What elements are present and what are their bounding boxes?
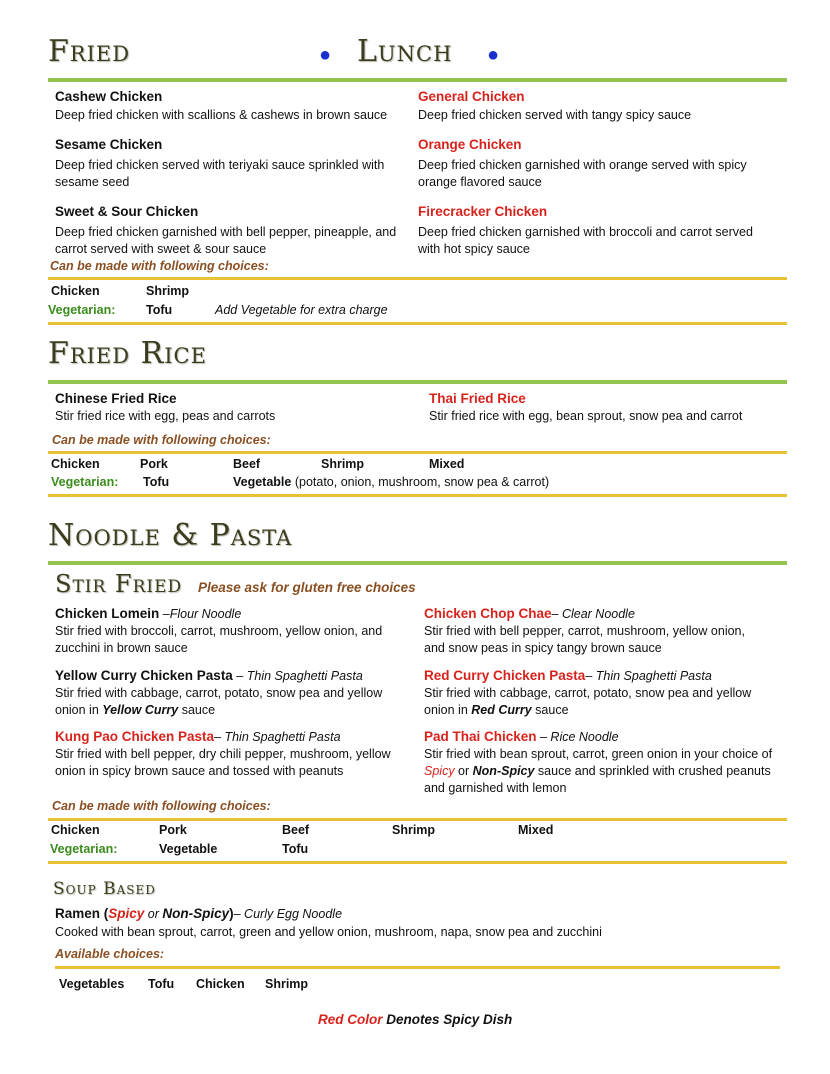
non-spicy-option: Non-Spicy (472, 764, 535, 778)
menu-item-name (55, 906, 342, 921)
menu-item-desc: Stir fried with bell pepper, dry chili pepper, mushroom, yellow onion in spicy brown sauce and tossed with peanuts (55, 747, 391, 778)
menu-item-desc: Cooked with bean sprout, carrot, green and yellow onion, mushroom, napa, snow pea and zucchini (55, 925, 602, 939)
choice-option: Tofu (146, 303, 173, 317)
menu-item-desc: Stir fried with bell pepper, carrot, mushroom, yellow onion, and snow peas in spicy tangy brown sauce (424, 624, 745, 655)
choice-option: Shrimp (265, 977, 309, 991)
section-title-lunch: Lunch (357, 34, 453, 69)
menu-item-name (424, 606, 635, 621)
desc-text: sauce (178, 703, 216, 717)
gluten-free-note: Please ask for gluten free choices (198, 580, 416, 595)
noodle-type: – Clear Noodle (551, 607, 635, 621)
item-name-text: Chicken Chop Chae (424, 606, 552, 621)
menu-item-desc: Deep fried chicken garnished with orange served with spicy orange flavored sauce (418, 158, 747, 189)
non-spicy-option: Non-Spicy (162, 906, 230, 921)
spicy-legend-text: Denotes Spicy Dish (382, 1012, 513, 1027)
noodle-type: – Thin Spaghetti Pasta (585, 669, 712, 683)
vegetarian-label: Vegetarian: (50, 842, 118, 856)
subsection-title-stir-fried: Stir Fried (55, 570, 183, 598)
divider-gold (48, 451, 787, 454)
subsection-title-soup-based: Soup Based (53, 879, 156, 899)
choice-option: Vegetables (59, 977, 125, 991)
divider-gold (55, 966, 780, 969)
paren: ) (229, 906, 234, 921)
choice-option: Chicken (51, 823, 100, 837)
choice-option: Chicken (51, 284, 100, 298)
menu-item-name (55, 606, 241, 621)
menu-item-name: Thai Fried Rice (429, 391, 526, 406)
menu-item-name (55, 729, 341, 744)
choices-note: Available choices: (55, 947, 165, 961)
spicy-legend-red: Red Color (318, 1012, 383, 1027)
menu-item-desc (424, 746, 786, 797)
noodle-type: – Rice Noodle (536, 730, 619, 744)
menu-item-desc: Deep fried chicken served with teriyaki sauce sprinkled with sesame seed (55, 158, 385, 189)
menu-item-desc (55, 685, 400, 719)
spicy-option: Spicy (108, 906, 145, 921)
divider-green (48, 78, 787, 82)
bullet-icon: ● (487, 44, 500, 66)
menu-item-name: Sweet & Sour Chicken (55, 204, 199, 219)
divider-gold (48, 494, 787, 497)
choices-note: Can be made with following choices: (50, 259, 269, 273)
divider-green (48, 380, 787, 384)
vegetarian-label: Vegetarian: (51, 475, 119, 489)
desc-text: or (454, 764, 473, 778)
divider-green (48, 561, 787, 565)
choice-option: Pork (140, 457, 168, 471)
noodle-type: – Thin Spaghetti Pasta (232, 669, 363, 683)
choice-option: Mixed (429, 457, 465, 471)
vegetable-detail: (potato, onion, mushroom, snow pea & carrot) (291, 475, 550, 489)
or-text: or (144, 907, 163, 921)
desc-text: Stir fried with bean sprout, carrot, green onion in your choice of (424, 747, 773, 761)
choice-option: Pork (159, 823, 187, 837)
desc-text: Stir fried with cabbage, carrot, potato, snow pea and yellow onion in (424, 686, 752, 717)
menu-item-name (55, 668, 363, 683)
choices-note: Can be made with following choices: (52, 799, 271, 813)
choices-note: Can be made with following choices: (52, 433, 271, 447)
desc-text: sauce (531, 703, 569, 717)
choice-option: Shrimp (392, 823, 436, 837)
noodle-type: – Curly Egg Noodle (233, 907, 343, 921)
menu-item-name: Orange Chicken (418, 137, 522, 152)
menu-item-desc: Stir fried rice with egg, bean sprout, snow pea and carrot (429, 409, 743, 423)
choice-option: Beef (282, 823, 310, 837)
choice-option: Chicken (51, 457, 100, 471)
choice-option: Chicken (196, 977, 245, 991)
choice-option: Tofu (282, 842, 309, 856)
menu-item-desc: Deep fried chicken served with tangy spicy sauce (418, 108, 692, 122)
item-name-text: Red Curry Chicken Pasta (424, 668, 586, 683)
menu-item-desc: Deep fried chicken with scallions & cashews in brown sauce (55, 108, 388, 122)
choice-option: Shrimp (146, 284, 190, 298)
divider-gold (48, 322, 787, 325)
menu-item-name: Cashew Chicken (55, 89, 163, 104)
menu-item-name (424, 668, 712, 683)
section-title-fried-rice: Fried Rice (48, 336, 207, 371)
vegetable-label: Vegetable (233, 475, 292, 489)
sauce-name: Yellow Curry (102, 703, 179, 717)
divider-gold (48, 277, 787, 280)
choice-option: Shrimp (321, 457, 365, 471)
item-name-text: Chicken Lomein (55, 606, 160, 621)
section-title-noodle-pasta: Noodle & Pasta (48, 518, 293, 553)
extra-charge-note: Add Vegetable for extra charge (215, 303, 388, 317)
item-name-text: Kung Pao Chicken Pasta (55, 729, 215, 744)
menu-item-name: General Chicken (418, 89, 525, 104)
menu-item-desc: Stir fried with broccoli, carrot, mushroom, yellow onion, and zucchini in brown sauce (55, 624, 383, 655)
menu-item-name: Firecracker Chicken (418, 204, 548, 219)
noodle-type: –Flour Noodle (159, 607, 242, 621)
item-name-text: Yellow Curry Chicken Pasta (55, 668, 233, 683)
choice-option: Tofu (143, 475, 170, 489)
paren: ( (100, 906, 109, 921)
noodle-type: – Thin Spaghetti Pasta (214, 730, 341, 744)
item-name-text: Ramen (55, 906, 101, 921)
choice-option: Tofu (148, 977, 175, 991)
choice-option: Beef (233, 457, 261, 471)
menu-item-name: Sesame Chicken (55, 137, 163, 152)
divider-gold (48, 861, 787, 864)
menu-item-desc: Deep fried chicken garnished with broccoli and carrot served with hot spicy sauce (418, 225, 753, 256)
item-name-text: Pad Thai Chicken (424, 729, 537, 744)
choice-option-vegetable (233, 475, 549, 489)
choice-option: Mixed (518, 823, 554, 837)
spicy-legend (318, 1012, 512, 1027)
bullet-icon: ● (319, 44, 332, 66)
sauce-name: Red Curry (471, 703, 532, 717)
menu-item-name (424, 729, 619, 744)
menu-item-desc: Stir fried rice with egg, peas and carrots (55, 409, 276, 423)
menu-item-desc: Deep fried chicken garnished with bell pepper, pineapple, and carrot served with sweet & sour sauce (55, 225, 397, 256)
section-title-fried: Fried (48, 34, 131, 69)
choice-option: Vegetable (159, 842, 218, 856)
desc-text: Stir fried with cabbage, carrot, potato, snow pea and yellow onion in (55, 686, 383, 717)
menu-item-name: Chinese Fried Rice (55, 391, 177, 406)
desc-text: sauce and sprinkled with crushed peanuts and garnished with lemon (424, 764, 771, 795)
divider-gold (48, 818, 787, 821)
spicy-option: Spicy (424, 764, 455, 778)
vegetarian-label: Vegetarian: (48, 303, 116, 317)
menu-item-desc (424, 685, 769, 719)
